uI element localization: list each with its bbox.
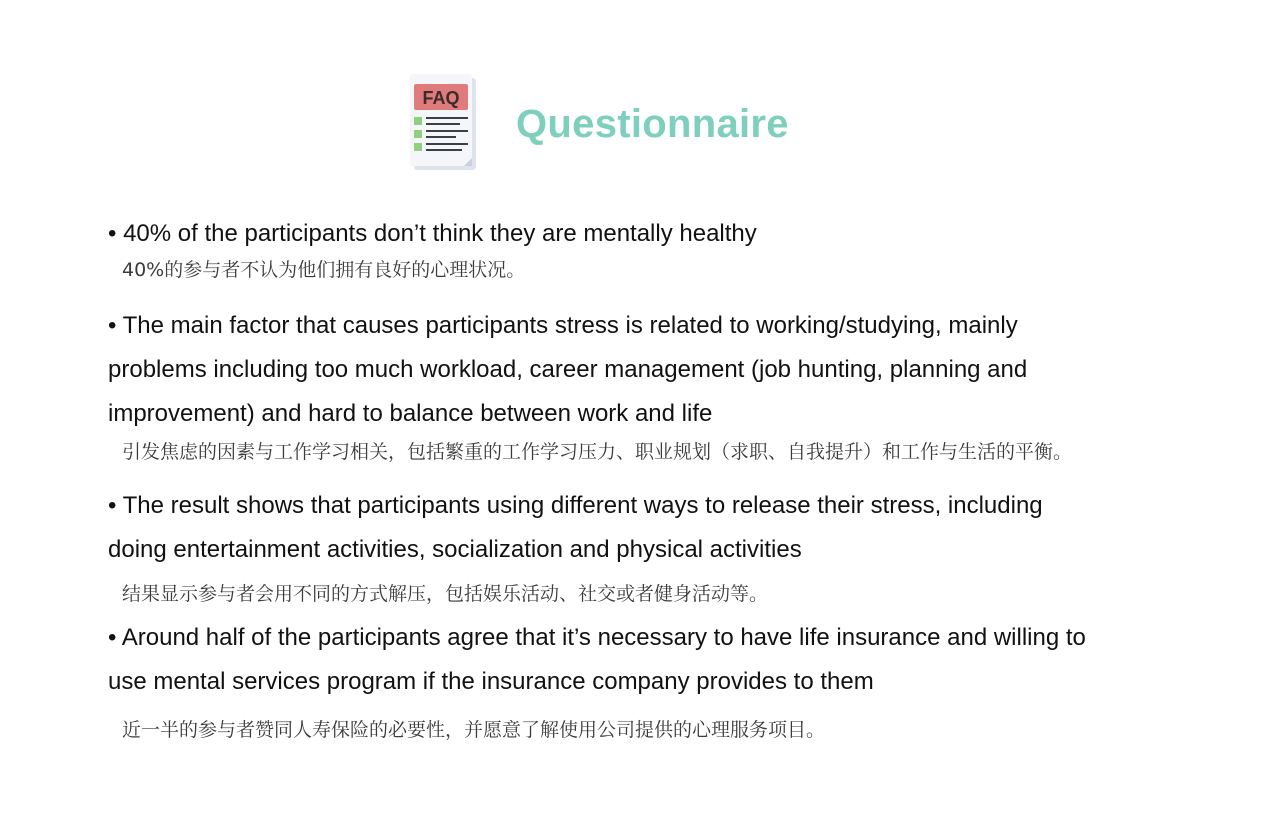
faq-document-icon bbox=[408, 74, 480, 174]
finding-1-english: • 40% of the participants don’t think they are mentally healthy bbox=[108, 220, 757, 247]
finding-3-english: • The result shows that participants using different ways to release their stress, including doing entertainment activities, socialization and physical activities bbox=[108, 492, 1043, 563]
finding-4-chinese: 近一半的参与者赞同人寿保险的必要性，并愿意了解使用公司提供的心理服务项目。 bbox=[122, 719, 826, 741]
finding-2-english: • The main factor that causes participants stress is related to working/studying, mainly problems including too much workload, career management (job hunting, planning and improvement) and hard to balance between work and life bbox=[108, 312, 1028, 427]
findings-list bbox=[108, 212, 1218, 744]
finding-2-chinese: 引发焦虑的因素与工作学习相关，包括繁重的工作学习压力、职业规划（求职、自我提升）和工作与生活的平衡。 bbox=[122, 441, 1073, 463]
finding-4-english: • Around half of the participants agree that it’s necessary to have life insurance and willing to use mental services program if the insurance company provides to them bbox=[108, 624, 1086, 695]
header bbox=[408, 74, 789, 174]
page-title: Questionnaire bbox=[516, 101, 789, 146]
finding-1-chinese: 40%的参与者不认为他们拥有良好的心理状况。 bbox=[122, 259, 526, 281]
faq-icon-label: FAQ bbox=[422, 88, 460, 108]
finding-3-chinese: 结果显示参与者会用不同的方式解压，包括娱乐活动、社交或者健身活动等。 bbox=[122, 583, 769, 605]
